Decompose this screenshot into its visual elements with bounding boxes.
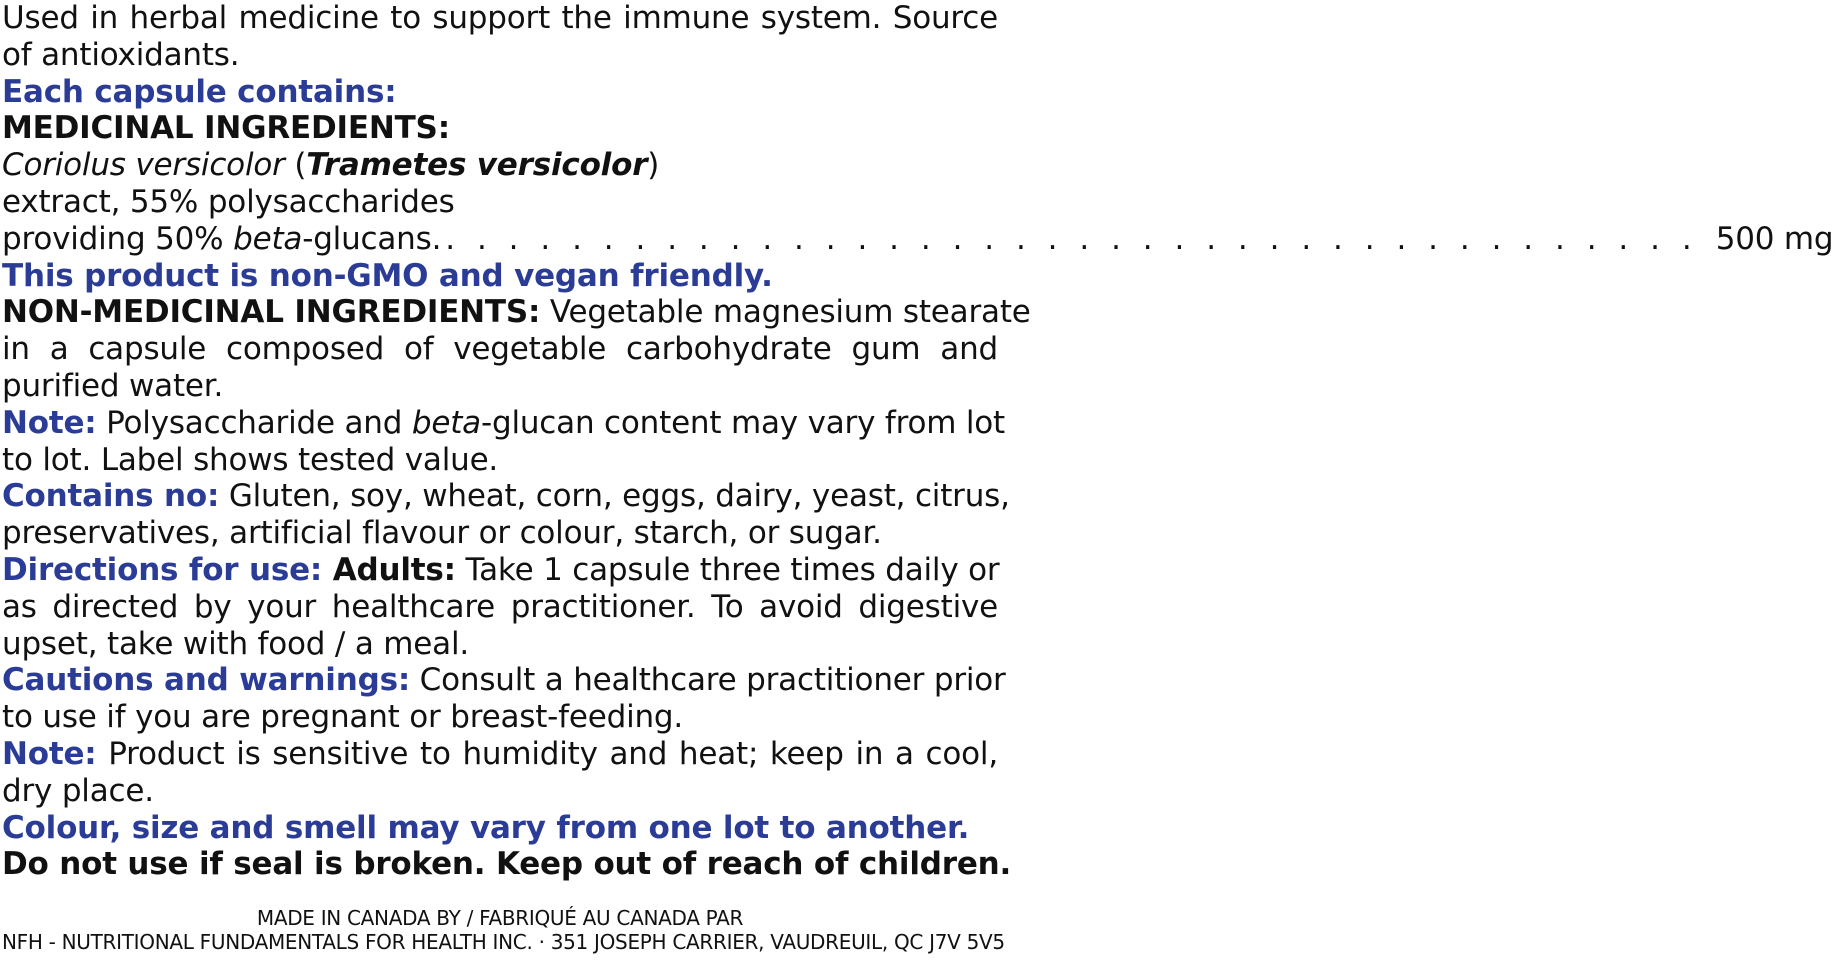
contains-no-text: Gluten, soy, wheat, corn, eggs, dairy, yeast, citrus, [219, 478, 1010, 515]
medicinal-ingredients-heading: MEDICINAL INGREDIENTS: [2, 110, 450, 147]
providing-prefix: providing 50% [2, 220, 234, 257]
open-paren: ( [284, 147, 307, 184]
dose-amount: 500 mg [1715, 220, 1833, 257]
directions-text: Take 1 capsule three times daily or [455, 551, 1000, 588]
non-medicinal-heading: NON-MEDICINAL INGREDIENTS: [2, 294, 541, 331]
beta-word: beta [233, 220, 303, 257]
directions-heading: Directions for use: [2, 551, 323, 588]
note2-text: Product is sensitive to humidity and heat; keep in a cool, [96, 735, 998, 772]
non-gmo-statement: This product is non-GMO and vegan friendly. [2, 257, 773, 294]
made-in-canada-line: MADE IN CANADA BY / FABRIQUÉ AU CANADA PAR [256, 906, 744, 930]
supplement-label [2, 0, 1833, 883]
dot-leader: . . . . . . . . . . . . . . . . . . . . . . . . . . . . . . . . . . . . . . . . [445, 220, 1698, 257]
colour-variation-note: Colour, size and smell may vary from one lot to another. [2, 809, 970, 846]
providing-text [2, 221, 441, 258]
note1-pre: Polysaccharide and [96, 404, 412, 441]
cautions-text: Consult a healthcare practitioner prior [410, 662, 1006, 699]
cautions-line-2: to use if you are pregnant or breast-feeding. [2, 699, 684, 736]
note2-heading: Note: [2, 735, 97, 772]
intro-line-1: Used in herbal medicine to support the immune system. Source [2, 0, 998, 36]
non-medicinal-line-2: in a capsule composed of vegetable carbohydrate gum and [2, 331, 998, 368]
directions-line-2: as directed by your healthcare practitioner. To avoid digestive [2, 588, 998, 625]
directions-line-3: upset, take with food / a meal. [2, 625, 470, 662]
cautions-heading: Cautions and warnings: [2, 662, 411, 699]
non-medicinal-line-3: purified water. [2, 367, 224, 404]
company-address-line: NFH - NUTRITIONAL FUNDAMENTALS FOR HEALTH INC. · 351 JOSEPH CARRIER, VAUDREUIL, QC J7V 5V5 [2, 930, 1005, 954]
note1-beta: beta [411, 404, 481, 441]
directions-line-1 [2, 552, 998, 589]
providing-suffix: -glucans. [302, 220, 442, 257]
dose-line [2, 220, 1833, 258]
close-paren: ) [647, 147, 660, 184]
cautions-line-1 [2, 662, 1006, 699]
extract-line: extract, 55% polysaccharides [2, 183, 455, 220]
seal-warning: Do not use if seal is broken. Keep out of reach of children. [2, 846, 1012, 883]
contains-no-heading: Contains no: [2, 478, 220, 515]
note1-heading: Note: [2, 404, 97, 441]
species-name: Coriolus versicolor [2, 147, 285, 184]
non-medicinal-text: Vegetable magnesium stearate [540, 294, 1031, 331]
note1-post: -glucan content may vary from lot [480, 404, 1006, 441]
note1-line-1 [2, 404, 1006, 442]
note2-line-2: dry place. [2, 772, 154, 809]
non-medicinal-line-1 [2, 294, 1031, 331]
adults-label: Adults: [322, 551, 456, 588]
contains-no-line-2: preservatives, artificial flavour or colour, starch, or sugar. [2, 515, 882, 552]
note1-line-2: to lot. Label shows tested value. [2, 441, 499, 478]
species-synonym: Trametes versicolor [306, 147, 648, 184]
intro-line-2: of antioxidants. [2, 36, 240, 73]
contains-no-line-1 [2, 478, 1010, 515]
note2-line-1 [2, 736, 998, 773]
medicinal-species-line [2, 147, 998, 184]
each-capsule-heading: Each capsule contains: [2, 73, 397, 110]
